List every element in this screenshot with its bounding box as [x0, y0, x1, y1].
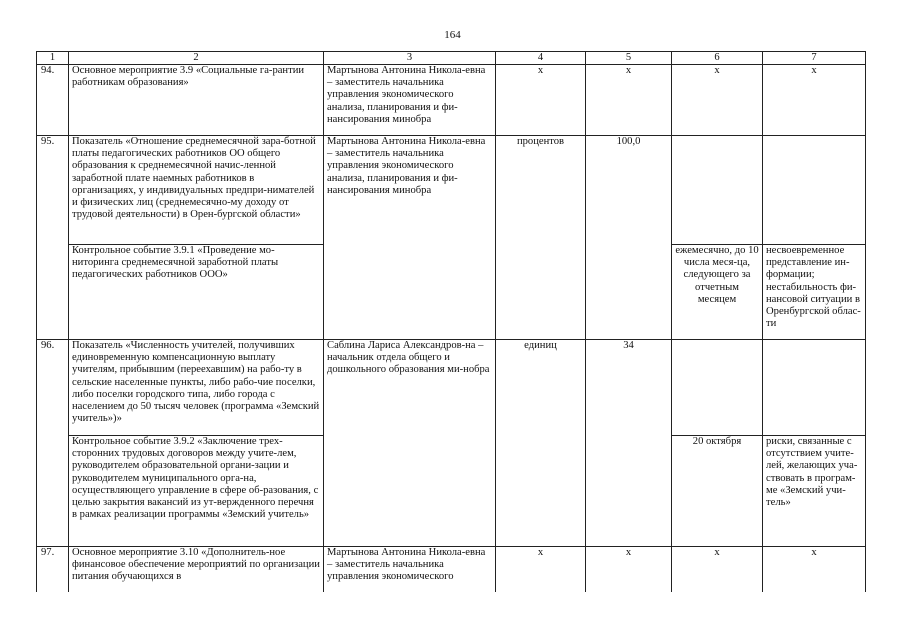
row-number: 97. [37, 547, 69, 592]
risk-cell: х [763, 547, 866, 592]
control-event-cell: Контрольное событие 3.9.1 «Проведение мо-ниторинга среднемесячной заработной платы педагогических работников ООО» [69, 245, 324, 340]
unit-cell: процентов [496, 136, 586, 340]
table-row [37, 340, 866, 436]
table-row [37, 65, 866, 136]
measure-cell: Основное мероприятие 3.9 «Социальные га-рантии работникам образования» [69, 65, 324, 136]
responsible-cell: Мартынова Антонина Никола-евна – заместитель начальника управления экономического [324, 547, 496, 592]
responsible-cell: Мартынова Антонина Никола-евна – заместитель начальника управления экономического анализа, планирования и фи-нансирования минобра [324, 65, 496, 136]
deadline-cell [672, 136, 763, 245]
page-number: 164 [444, 29, 461, 41]
value-cell: 100,0 [586, 136, 672, 340]
unit-cell: единиц [496, 340, 586, 547]
column-header: 2 [69, 52, 324, 65]
table-row [37, 136, 866, 245]
measure-cell: Показатель «Отношение среднемесячной зара-ботной платы педагогических работников ОО общего образования к среднемесячной начис-ленной заработной плате наемных работников в организациях, у индивидуальных предпри-нимателей и физических лиц (среднемесячно-му доходу от трудовой деятельности) в Орен-бургской области» [69, 136, 324, 245]
deadline-cell: 20 октября [672, 436, 763, 547]
column-header: 6 [672, 52, 763, 65]
measures-table [36, 51, 866, 592]
column-header: 1 [37, 52, 69, 65]
value-cell: 34 [586, 340, 672, 547]
column-header: 4 [496, 52, 586, 65]
table-row [37, 547, 866, 592]
row-number: 95. [37, 136, 69, 340]
deadline-cell [672, 340, 763, 436]
responsible-cell: Мартынова Антонина Никола-евна – заместитель начальника управления экономического анализа, планирования и фи-нансирования минобра [324, 136, 496, 340]
measure-cell: Основное мероприятие 3.10 «Дополнитель-ное финансовое обеспечение мероприятий по организации питания обучающихся в [69, 547, 324, 592]
measure-cell: Показатель «Численность учителей, получивших единовременную компенсационную выплату учителям, прибывшим (переехавшим) на рабо-ту в сельские населенные пункты, либо рабо-чие поселки, либо поселки городского типа, либо города с населением до 50 тысяч человек (программа «Земский учитель»)» [69, 340, 324, 436]
row-number: 94. [37, 65, 69, 136]
value-cell: х [586, 65, 672, 136]
deadline-cell: х [672, 65, 763, 136]
value-cell: х [586, 547, 672, 592]
risk-cell: риски, связанные с отсутствием учите-лей, желающих уча-ствовать в програм-ме «Земский учи-тель» [763, 436, 866, 547]
deadline-cell: ежемесячно, до 10 числа меся-ца, следующего за отчетным месяцем [672, 245, 763, 340]
risk-cell: х [763, 65, 866, 136]
column-header: 7 [763, 52, 866, 65]
unit-cell: х [496, 65, 586, 136]
control-event-cell: Контрольное событие 3.9.2 «Заключение трех-сторонних трудовых договоров между учите-лем, руководителем образовательной органи-зации и руководителем муниципального орга-на, осуществляющего управление в сфере об-разования, с целью закрытия вакансий из ут-вержденного перечня в рамках реализации программы «Земский учитель» [69, 436, 324, 547]
column-header: 5 [586, 52, 672, 65]
responsible-cell: Саблина Лариса Александров-на – начальник отдела общего и дошкольного образования ми-нобра [324, 340, 496, 547]
row-number: 96. [37, 340, 69, 547]
risk-cell: несвоевременное представление ин-формации; нестабильность фи-нансовой ситуации в Оренбургской облас-ти [763, 245, 866, 340]
risk-cell [763, 340, 866, 436]
unit-cell: х [496, 547, 586, 592]
column-header: 3 [324, 52, 496, 65]
table-header-row [37, 52, 866, 65]
deadline-cell: х [672, 547, 763, 592]
risk-cell [763, 136, 866, 245]
